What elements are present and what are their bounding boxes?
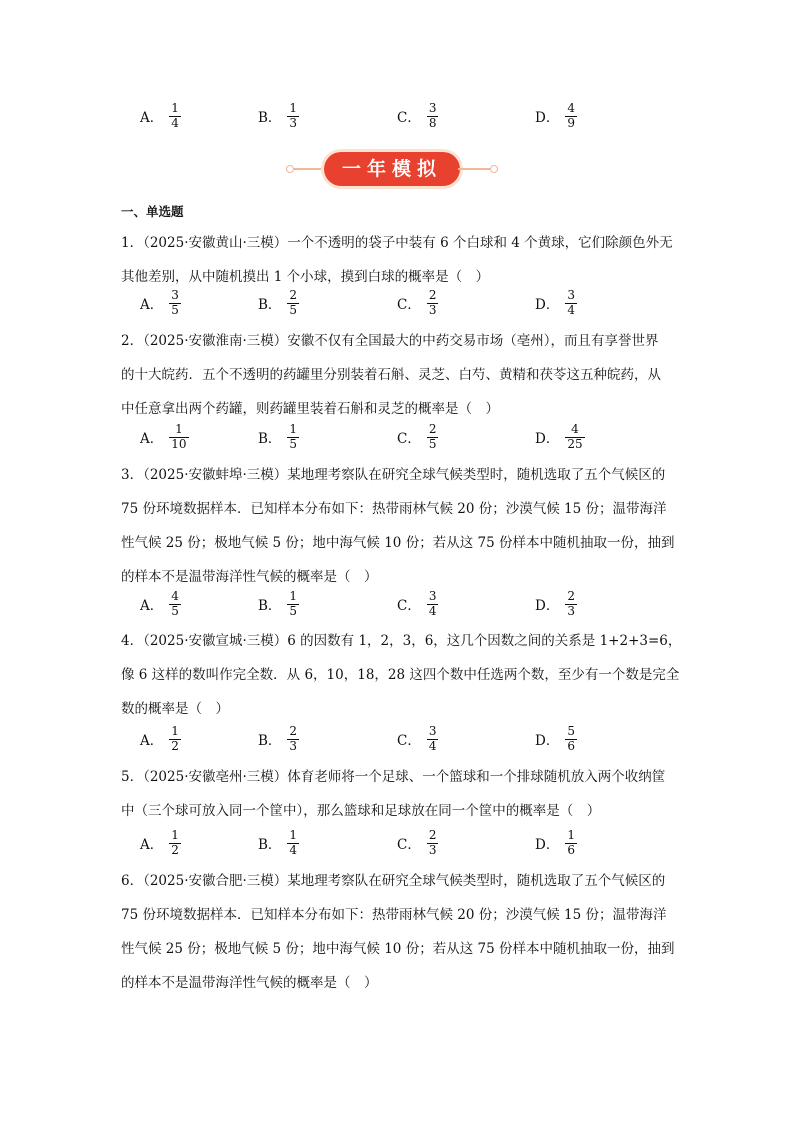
question-text-line: 的十大皖药．五个不透明的药罐里分别装着石斛、灵芝、白芍、黄精和茯苓这五种皖药，从: [121, 367, 661, 383]
question-text-line: 的样本不是温带海洋性气候的概率是（ ）: [121, 975, 378, 991]
option-a: A． $\frac{1}{10}$: [140, 422, 187, 451]
question-text-line: 的样本不是温带海洋性气候的概率是（ ）: [121, 569, 378, 585]
section-title: 一、单选题: [121, 204, 184, 219]
option-d: D． $\frac{2}{3}$: [535, 589, 575, 618]
fraction: $\frac{2}{5}$: [428, 422, 437, 451]
option-d: D． $\frac{3}{4}$: [535, 288, 575, 317]
question-text-line: 3．（2025·安徽蚌埠·三模）某地理考察队在研究全球气候类型时，随机选取了五个气候区的: [121, 467, 666, 483]
question-1: [121, 226, 681, 294]
option-a: A． $\frac{4}{5}$: [140, 589, 179, 618]
option-b: B． $\frac{1}{3}$: [258, 101, 298, 130]
option-b: B． $\frac{1}{4}$: [258, 828, 298, 857]
question-text-line: 像 6 这样的数叫作完全数．从 6，10，18，28 这四个数中任选两个数，至少有一个数是完全: [121, 667, 680, 683]
fraction: $\frac{1}{6}$: [567, 828, 575, 857]
fraction: $\frac{3}{8}$: [428, 101, 437, 130]
option-a: A． $\frac{1}{2}$: [140, 724, 179, 753]
option-c: C． $\frac{3}{4}$: [397, 589, 437, 618]
question-text-line: 75 份环境数据样本．已知样本分布如下：热带雨林气候 20 份；沙漠气候 15 份；温带海洋: [121, 907, 667, 923]
section-banner: [286, 150, 498, 188]
option-a: A． $\frac{1}{4}$: [140, 101, 179, 130]
option-a: A． $\frac{3}{5}$: [140, 288, 179, 317]
option-d: D． $\frac{4}{9}$: [535, 101, 575, 130]
fraction: $\frac{3}{4}$: [428, 589, 437, 618]
fraction: $\frac{1}{3}$: [289, 101, 298, 130]
question-text-line: 其他差别，从中随机摸出 1 个小球，摸到白球的概率是（ ）: [121, 269, 490, 285]
fraction: $\frac{4}{25}$: [567, 422, 583, 451]
question-text-line: 6．（2025·安徽合肥·三模）某地理考察队在研究全球气候类型时，随机选取了五个气候区的: [121, 873, 666, 889]
option-c: C． $\frac{3}{8}$: [397, 101, 437, 130]
banner-left-dot: [286, 165, 294, 173]
option-d: D． $\frac{1}{6}$: [535, 828, 575, 857]
option-a: A． $\frac{1}{2}$: [140, 828, 179, 857]
fraction: $\frac{2}{5}$: [289, 288, 298, 317]
fraction: $\frac{2}{3}$: [567, 589, 575, 618]
fraction: $\frac{1}{2}$: [171, 828, 179, 857]
banner-title: 一年模拟: [341, 158, 442, 180]
question-text-line: 性气候 25 份；极地气候 5 份；地中海气候 10 份；若从这 75 份样本中随机抽取一份，抽到: [121, 941, 675, 957]
fraction: $\frac{2}{3}$: [289, 724, 298, 753]
fraction: $\frac{2}{3}$: [428, 288, 437, 317]
fraction: $\frac{4}{5}$: [171, 589, 179, 618]
question-text-line: 数的概率是（ ）: [121, 701, 229, 717]
question-text-line: 中任意拿出两个药罐，则药罐里装着石斛和灵芝的概率是（ ）: [121, 401, 499, 417]
fraction: $\frac{5}{6}$: [567, 724, 575, 753]
fraction: $\frac{3}{5}$: [171, 288, 179, 317]
option-c: C． $\frac{2}{3}$: [397, 828, 437, 857]
question-text-line: 性气候 25 份；极地气候 5 份；地中海气候 10 份；若从这 75 份样本中随机抽取一份，抽到: [121, 535, 675, 551]
fraction: $\frac{1}{4}$: [171, 101, 179, 130]
question-text-line: 75 份环境数据样本．已知样本分布如下：热带雨林气候 20 份；沙漠气候 15 份；温带海洋: [121, 501, 667, 517]
question-text-line: 4．（2025·安徽宣城·三模）6 的因数有 1，2，3，6，这几个因数之间的关系是 1+2+3=6，: [121, 633, 682, 649]
option-d: D． $\frac{5}{6}$: [535, 724, 575, 753]
option-c: C． $\frac{2}{5}$: [397, 422, 437, 451]
option-c: C． $\frac{2}{3}$: [397, 288, 437, 317]
fraction: $\frac{4}{9}$: [567, 101, 575, 130]
option-b: B． $\frac{2}{5}$: [258, 288, 298, 317]
option-c: C． $\frac{3}{4}$: [397, 724, 437, 753]
option-b: B． $\frac{1}{5}$: [258, 589, 298, 618]
question-6: [121, 864, 681, 1000]
fraction: $\frac{3}{4}$: [428, 724, 437, 753]
fraction: $\frac{1}{5}$: [289, 589, 298, 618]
question-text-line: 中（三个球可放入同一个筐中），那么篮球和足球放在同一个筐中的概率是（ ）: [121, 803, 601, 819]
fraction: $\frac{1}{10}$: [171, 422, 187, 451]
question-5: [121, 760, 681, 828]
fraction: $\frac{1}{4}$: [289, 828, 298, 857]
fraction: $\frac{1}{2}$: [171, 724, 179, 753]
option-b: B． $\frac{2}{3}$: [258, 724, 298, 753]
option-b: B． $\frac{1}{5}$: [258, 422, 298, 451]
question-2: [121, 324, 681, 426]
question-text-line: 1．（2025·安徽黄山·三模）一个不透明的袋子中装有 6 个白球和 4 个黄球，它们除颜色外无: [121, 235, 673, 251]
question-text-line: 2．（2025·安徽淮南·三模）安徽不仅有全国最大的中药交易市场（亳州），而且有享誉世界: [121, 333, 659, 349]
fraction: $\frac{2}{3}$: [428, 828, 437, 857]
question-text-line: 5．（2025·安徽亳州·三模）体育老师将一个足球、一个篮球和一个排球随机放入两个收纳筐: [121, 769, 666, 785]
question-4: [121, 624, 681, 726]
banner-right-dot: [490, 165, 498, 173]
fraction: $\frac{1}{5}$: [289, 422, 298, 451]
option-d: D． $\frac{4}{25}$: [535, 422, 583, 451]
fraction: $\frac{3}{4}$: [567, 288, 575, 317]
question-3: [121, 458, 681, 594]
